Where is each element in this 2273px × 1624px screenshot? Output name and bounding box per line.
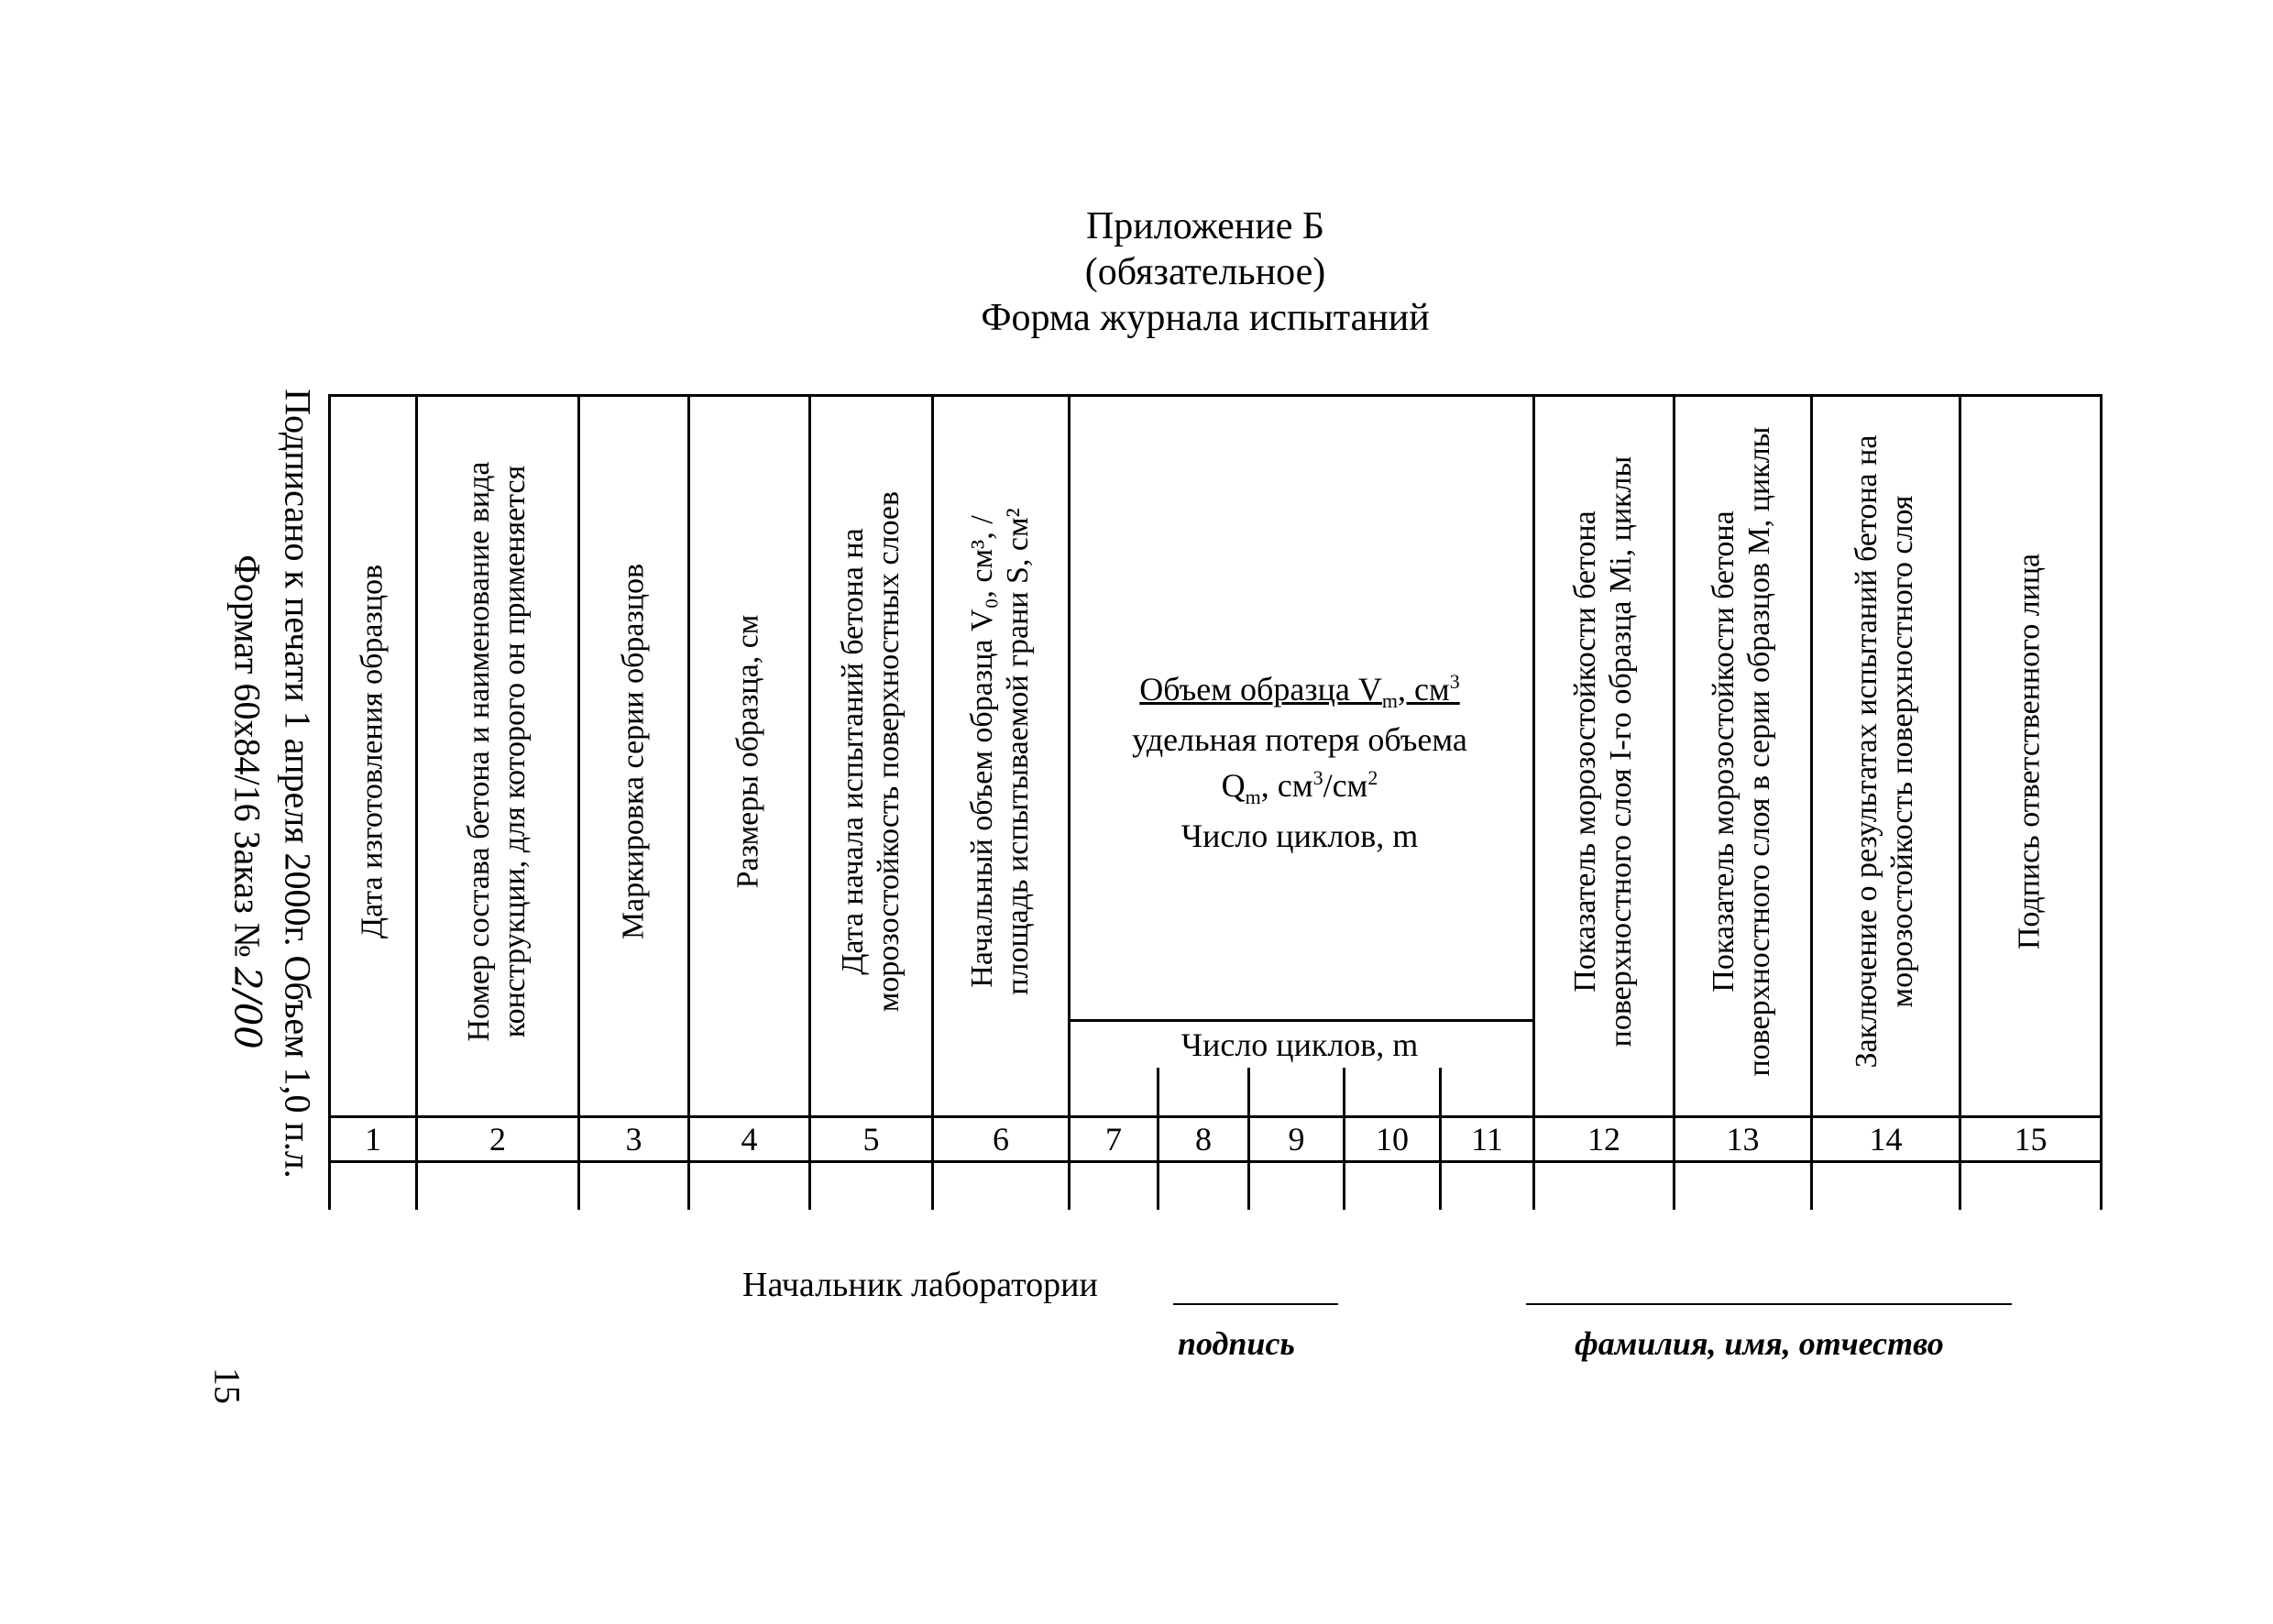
- column-number: 12: [1587, 1121, 1620, 1158]
- header-col-6: [964, 422, 1036, 1081]
- print-signed-note: Подписано к печати 1 апреля 2000г. Объем 1,0 п.л.: [277, 389, 319, 1179]
- name-line: [1526, 1303, 2012, 1305]
- q-line: $Q_m$, $см^3/см^2$: [1221, 766, 1378, 809]
- col-border: [577, 394, 580, 1210]
- signature-caption: подпись: [1178, 1325, 1295, 1362]
- col-border: [808, 394, 811, 1210]
- order-number: 2/00: [225, 966, 269, 1049]
- col-border: [2100, 394, 2103, 1210]
- column-number: 9: [1288, 1121, 1305, 1158]
- cycles-subheader: Число циклов, m: [1180, 1026, 1419, 1063]
- column-number: 15: [2014, 1121, 2048, 1158]
- specific-loss-line: удельная потеря объема: [1132, 721, 1467, 759]
- header-col-1: Дата изготовления образцов: [355, 564, 390, 939]
- cycles-subheader-line: [1068, 1019, 1535, 1022]
- column-number: 11: [1471, 1121, 1503, 1158]
- header-col-15: Подпись ответственного лица: [2012, 553, 2047, 950]
- header-col-14: Заключение о результатах испытаний бетона на морозостойкость поверхностного слоя: [1850, 434, 1919, 1069]
- header-col-6-line1: Начальный объем образца V₀, см³, /: [965, 515, 999, 988]
- volume-header: [1071, 663, 1529, 855]
- col-border: [1673, 394, 1675, 1210]
- signature-line: [1173, 1303, 1338, 1305]
- column-number: 6: [993, 1121, 1009, 1158]
- col-border: [1532, 394, 1535, 1210]
- page-number: 15: [206, 1367, 248, 1404]
- header-col-6-line2: площадь испытываемой грани S, см²: [1001, 508, 1035, 995]
- column-number: 8: [1195, 1121, 1212, 1158]
- column-number: 7: [1105, 1121, 1122, 1158]
- column-number: 10: [1376, 1121, 1409, 1158]
- col-border: [931, 394, 934, 1210]
- column-number: 14: [1869, 1121, 1903, 1158]
- col-border: [1959, 394, 1961, 1210]
- header-col-12: Показатель морозостойкости бетона поверхностного слоя I-го образца Mi, циклы: [1568, 455, 1638, 1048]
- col-border: [415, 394, 418, 1210]
- header-col-4: Размеры образца, см: [730, 614, 765, 889]
- volume-line: Объем образца $V_m$, $см^3$: [1139, 670, 1460, 713]
- title-block: [825, 203, 1586, 341]
- col-border: [687, 394, 690, 1210]
- header-col-2: Номер состава бетона и наименование вида конструкции, для которого он применяется: [462, 461, 532, 1042]
- column-number: 2: [489, 1121, 506, 1158]
- col-border: [328, 394, 331, 1210]
- col-border: [1810, 394, 1813, 1210]
- name-caption: фамилия, имя, отчество: [1575, 1325, 1944, 1362]
- numbers-row-bottom: [328, 1160, 2103, 1163]
- format-order-note: Формат 60x84/16 Заказ № 2/00: [225, 554, 269, 1049]
- form-title: Форма журнала испытаний: [981, 297, 1430, 339]
- lab-head-label: Начальник лаборатории: [742, 1266, 1098, 1304]
- header-col-3: Маркировка серии образцов: [616, 563, 651, 940]
- column-number: 1: [365, 1121, 381, 1158]
- header-col-13: Показатель морозостойкости бетона поверхностного слоя в серии образцов M, циклы: [1707, 426, 1776, 1077]
- cycles-count-line: Число циклов, m: [1180, 817, 1419, 855]
- column-number: 13: [1726, 1121, 1760, 1158]
- table-top-border: [328, 394, 2103, 397]
- column-number: 4: [741, 1121, 758, 1158]
- header-col-5: Дата начала испытаний бетона на морозостойкость поверхностных слоев: [836, 490, 906, 1013]
- appendix-title: Приложение Б: [1085, 205, 1325, 247]
- appendix-status: (обязательное): [1084, 251, 1326, 293]
- column-number: 5: [862, 1121, 880, 1158]
- column-number: 3: [625, 1121, 642, 1158]
